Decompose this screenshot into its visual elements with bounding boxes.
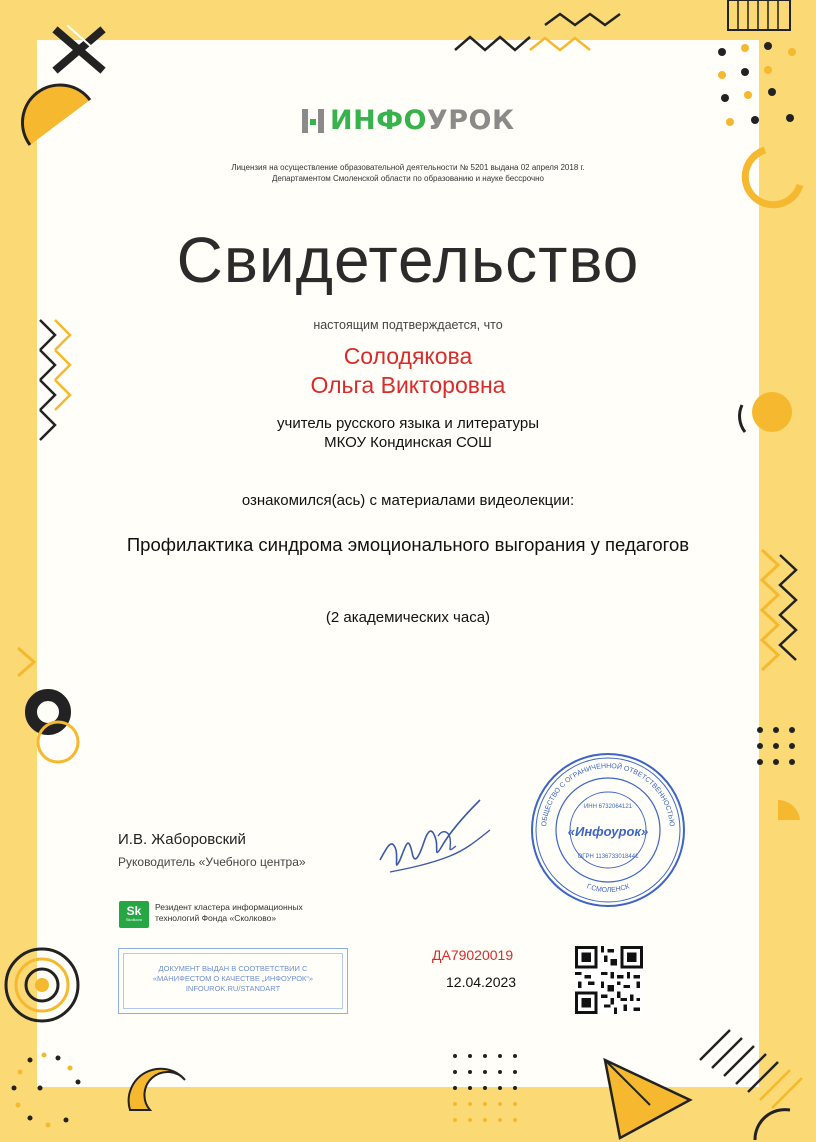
skolkovo-line-1: Резидент кластера информационных bbox=[155, 902, 303, 912]
svg-text:Г.СМОЛЕНСК bbox=[586, 883, 632, 894]
skolkovo-logo-text: Sk bbox=[126, 904, 142, 918]
seal-center: «Инфоурок» bbox=[567, 824, 649, 839]
quality-manifest-stamp bbox=[118, 948, 348, 1014]
zigzag-left-lower bbox=[18, 648, 34, 676]
school-name: МКОУ Кондинская СОШ bbox=[324, 434, 492, 451]
round-seal bbox=[528, 750, 688, 910]
stamp-text bbox=[119, 964, 347, 994]
stamp-line-2: «МАНИФЕСТОМ О КАЧЕСТВЕ „ИНФОУРОК“» bbox=[152, 974, 314, 983]
stamp-line-1: ДОКУМЕНТ ВЫДАН В СООТВЕТСТВИИ С bbox=[158, 964, 308, 973]
dots-right-mid bbox=[757, 727, 795, 765]
recipient-position bbox=[0, 414, 816, 452]
course-hours: (2 академических часа) bbox=[325, 609, 491, 626]
signatory-role: Руководитель «Учебного центра» bbox=[118, 855, 306, 869]
recipient-given-names: Ольга Викторовна bbox=[310, 372, 506, 398]
grid-square bbox=[728, 0, 790, 30]
qr-code bbox=[575, 946, 643, 1014]
confirm-text: настоящим подтверждается, что bbox=[313, 318, 503, 332]
familiarized-text: ознакомился(ась) с материалами видеолекции: bbox=[241, 492, 575, 509]
seal-ogrn: ОГРН 1136733018441 bbox=[577, 854, 639, 860]
seal-inn: ИНН 6732064121 bbox=[583, 804, 633, 810]
skolkovo-resident-text bbox=[155, 902, 355, 924]
seal-city: Г.СМОЛЕНСК bbox=[585, 883, 631, 895]
infourok-logo bbox=[300, 103, 530, 139]
skolkovo-line-2: технологий Фонда «Сколково» bbox=[155, 913, 277, 923]
license-line-1: Лицензия на осуществление образовательной деятельности № 5201 выдана 02 апреля 2018 г. bbox=[231, 163, 585, 172]
recipient-surname: Солодякова bbox=[343, 343, 473, 369]
logo-mark-icon bbox=[300, 105, 326, 137]
skolkovo-logo-sub: Skolkovo bbox=[125, 917, 143, 922]
document-date: 12.04.2023 bbox=[446, 974, 517, 990]
license-text bbox=[0, 162, 816, 184]
certificate-title: Свидетельство bbox=[176, 224, 640, 296]
logo-suffix: УРОК bbox=[426, 105, 515, 136]
logo-prefix: ИНФО bbox=[330, 105, 427, 136]
signatory-name: И.В. Жаборовский bbox=[118, 831, 246, 848]
course-title: Профилактика синдрома эмоционального выгорания у педагогов bbox=[126, 534, 690, 555]
skolkovo-logo bbox=[119, 901, 149, 928]
document-number: ДА79020019 bbox=[432, 947, 514, 963]
position-title: учитель русского языка и литературы bbox=[277, 415, 539, 432]
handwritten-signature bbox=[370, 790, 500, 890]
license-line-2: Департаментом Смоленской области по образованию и науке бессрочно bbox=[271, 174, 545, 183]
stamp-line-3: INFOUROK.RU/STANDART bbox=[185, 984, 281, 993]
recipient-name bbox=[0, 342, 816, 400]
seal-ring-text: ОБЩЕСТВО С ОГРАНИЧЕННОЙ ОТВЕТСТВЕННОСТЬЮ bbox=[541, 762, 675, 827]
certificate-sheet bbox=[37, 40, 759, 1087]
